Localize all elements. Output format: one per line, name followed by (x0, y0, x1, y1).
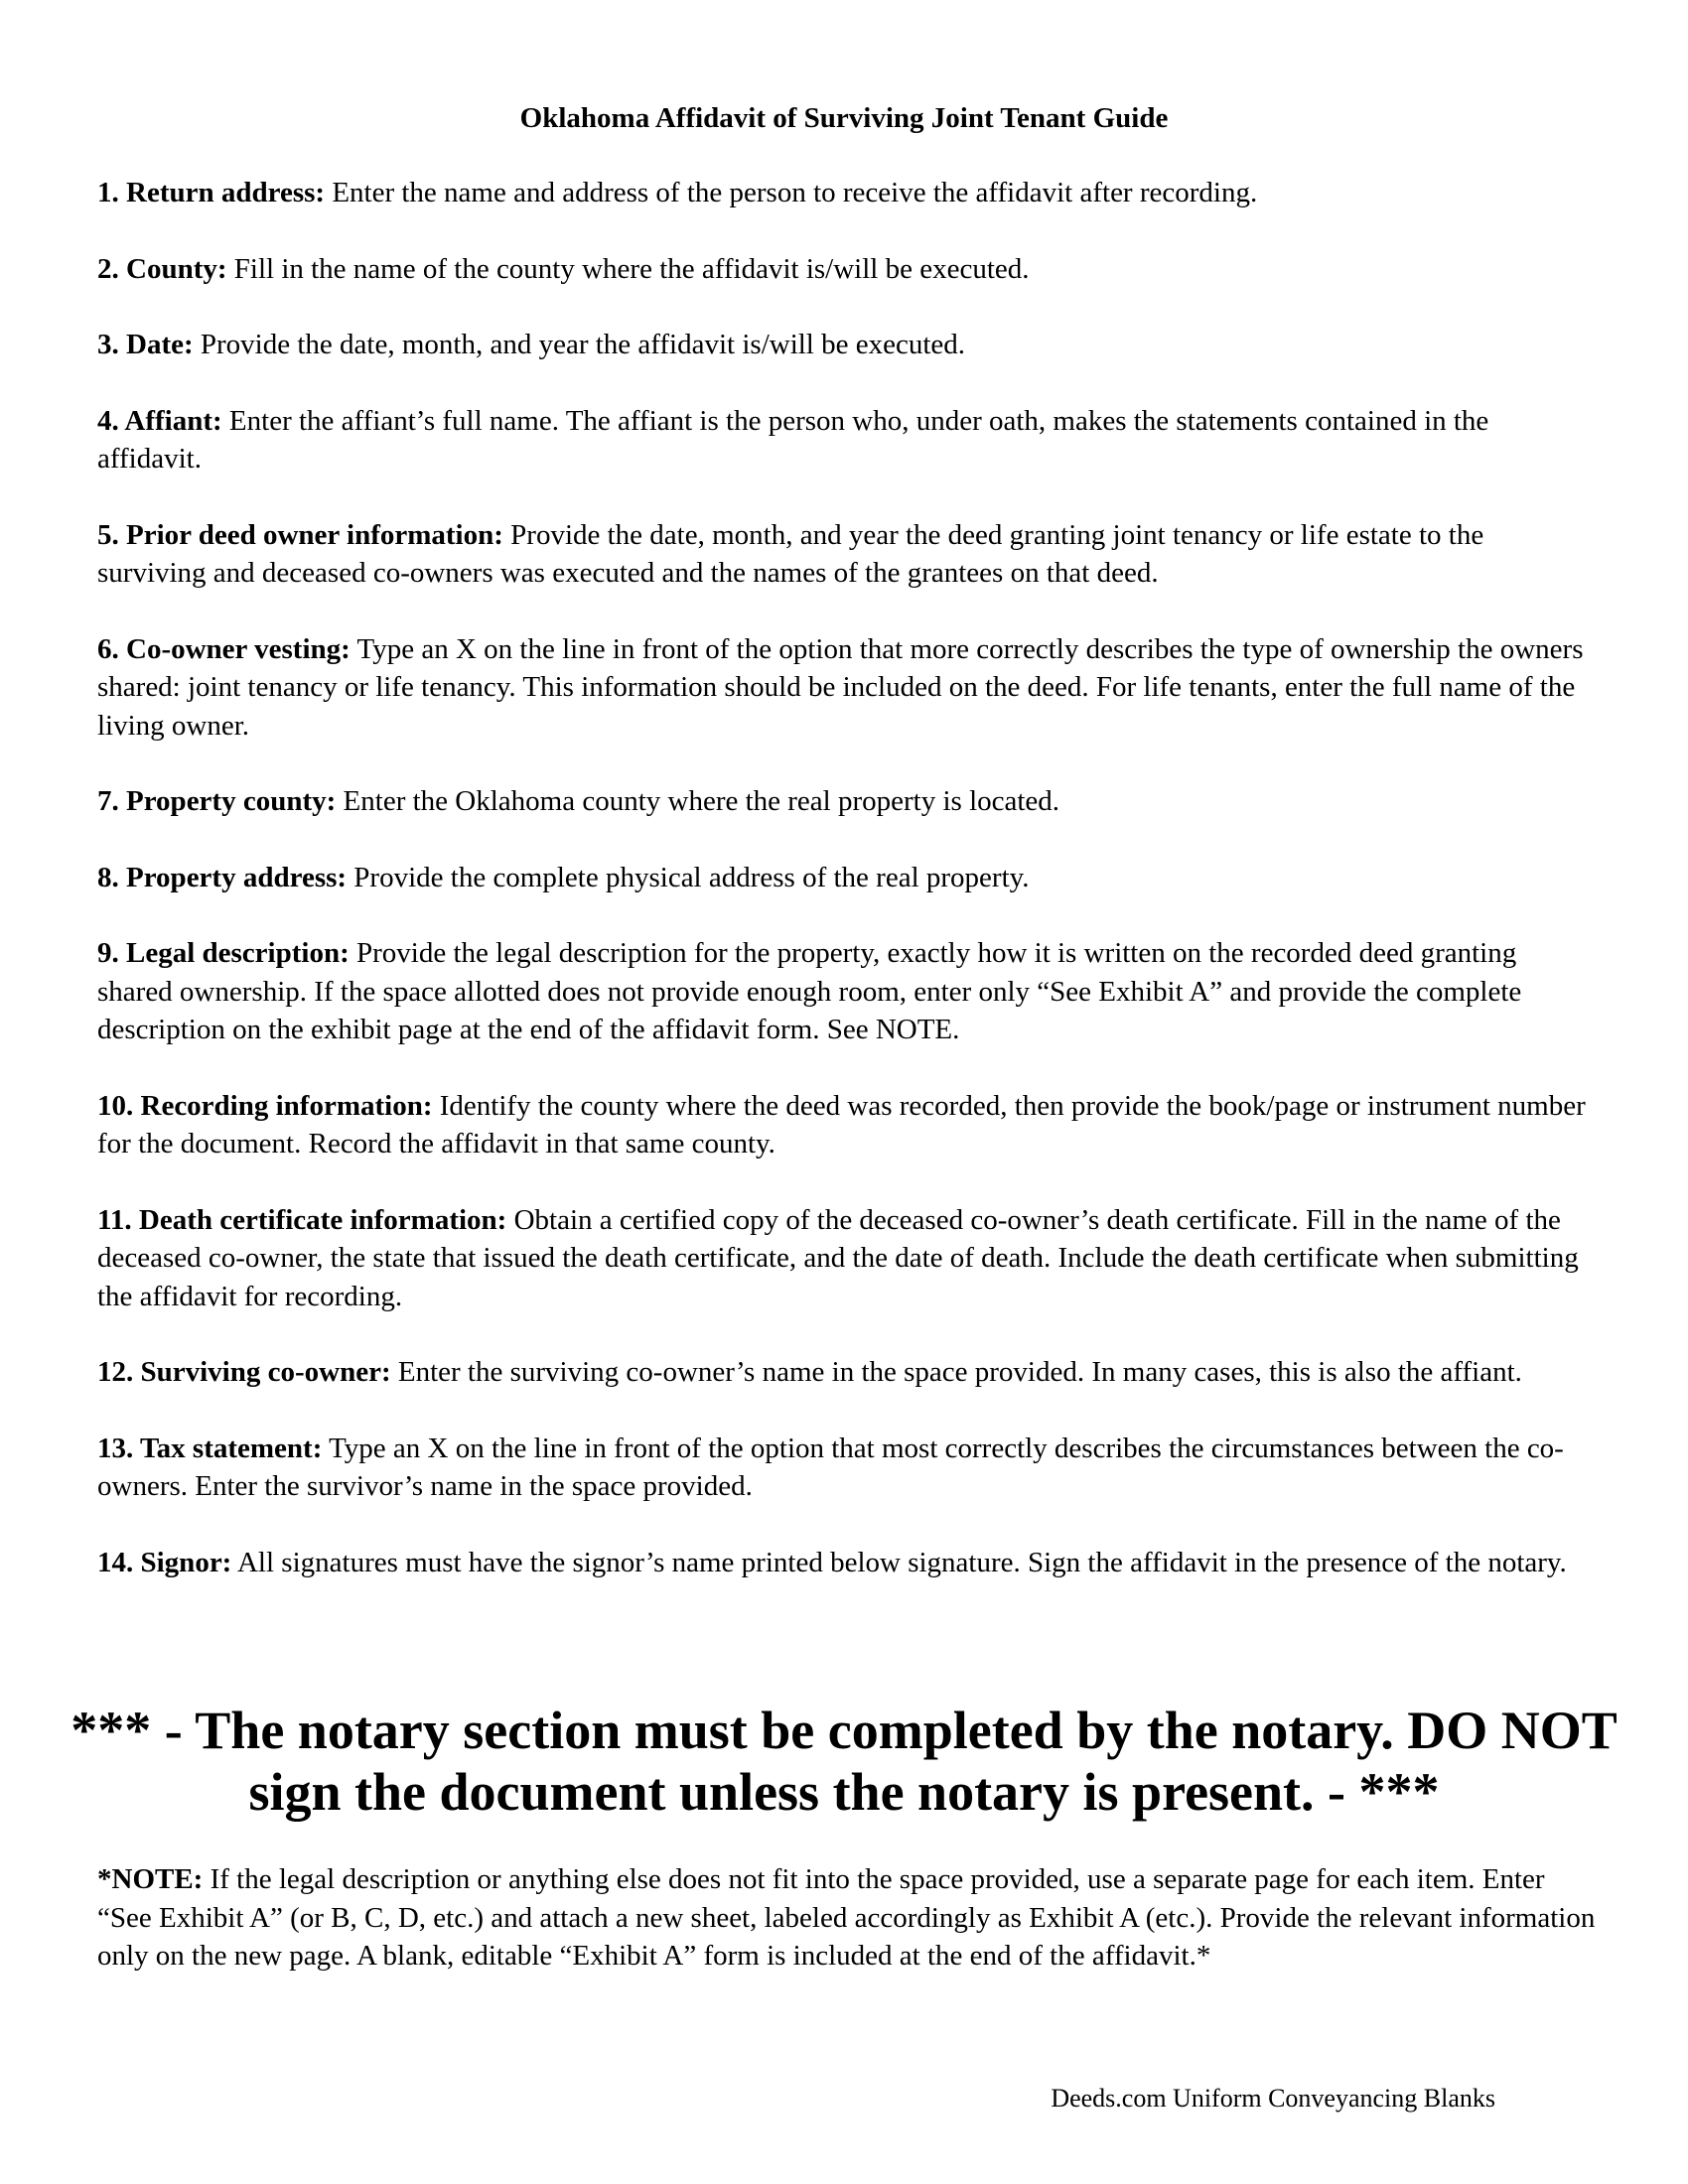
exhibit-note (97, 1860, 1597, 1976)
instruction-label: 6. Co-owner vesting: (97, 632, 351, 665)
instruction-item (97, 630, 1597, 746)
notary-warning: *** - The notary section must be completed by the notary. DO NOT sign the document unless the notary is present. - *** (70, 1701, 1618, 1822)
instruction-text: Fill in the name of the county where the affidavit is/will be executed. (226, 252, 1030, 285)
instruction-label: 3. Date: (97, 329, 194, 360)
instruction-text: Identify the county where the deed was recorded, then provide the book/page or instrument number for the document. Record the affidavit in that same county. (97, 1089, 1586, 1160)
instruction-label: 12. Surviving co-owner: (97, 1356, 391, 1388)
instruction-item (97, 250, 1597, 289)
instruction-label: 9. Legal description: (97, 937, 350, 969)
instruction-label: 13. Tax statement: (97, 1432, 323, 1464)
instruction-label: 4. Affiant: (97, 404, 222, 437)
instruction-label: 10. Recording information: (97, 1089, 433, 1122)
instruction-item (97, 1087, 1597, 1163)
note-text: If the legal description or anything else does not fit into the space provided, use a separate page for each item. Enter “See Exhibit A” (or B, C, D, etc.) and attach a new sheet, labeled accordingly as Exhibit A (etc.). Provide the relevant information only on the new page. A blank, editable “Exhibit A” form is included at the end of the affidavit.* (97, 1863, 1596, 1972)
instruction-text: Provide the date, month, and year the affidavit is/will be executed. (193, 329, 966, 360)
instruction-label: 5. Prior deed owner information: (97, 518, 503, 551)
instruction-item (97, 174, 1597, 212)
instruction-item (97, 516, 1597, 593)
instruction-text: Enter the Oklahoma county where the real property is located. (336, 785, 1060, 817)
instruction-text: All signatures must have the signor’s name printed below signature. Sign the affidavit in the presence of the notary. (231, 1546, 1567, 1578)
instruction-item (97, 1544, 1597, 1582)
instruction-text: Enter the affiant’s full name. The affiant is the person who, under oath, makes the statements contained in the affidavit. (97, 404, 1489, 475)
footer-text: Deeds.com Uniform Conveyancing Blanks (1051, 2084, 1495, 2113)
instruction-text: Enter the name and address of the person to receive the affidavit after recording. (325, 177, 1258, 208)
instruction-text: Enter the surviving co-owner’s name in the space provided. In many cases, this is also the affiant. (390, 1356, 1522, 1388)
instruction-text: Type an X on the line in front of the option that most correctly describes the circumstances between the co-owners. Enter the survivor’s name in the space provided. (97, 1432, 1564, 1502)
instruction-item (97, 326, 1597, 364)
instruction-label: 2. County: (97, 252, 227, 285)
instruction-item (97, 402, 1597, 478)
instruction-text: Type an X on the line in front of the option that more correctly describes the type of ownership the owners shared: joint tenancy or life tenancy. This information should be included on the deed. For life tenants, enter the full name of the living owner. (97, 632, 1584, 742)
instruction-label: 14. Signor: (97, 1546, 232, 1578)
instruction-text: Provide the legal description for the property, exactly how it is written on the recorded deed granting shared ownership. If the space allotted does not provide enough room, enter only “See Exhibit A” and provide the complete description on the exhibit page at the end of the affidavit form. See NOTE. (97, 937, 1522, 1045)
instruction-list (97, 174, 1597, 1619)
instruction-label: 8. Property address: (97, 861, 348, 893)
instruction-item (97, 1430, 1597, 1506)
instruction-item (97, 1201, 1597, 1316)
instruction-item (97, 1353, 1597, 1392)
note-label: *NOTE: (97, 1863, 204, 1895)
instruction-item (97, 934, 1597, 1049)
instruction-text: Provide the complete physical address of the real property. (347, 861, 1030, 893)
instruction-label: 7. Property county: (97, 785, 337, 817)
instruction-text: Provide the date, month, and year the deed granting joint tenancy or life estate to the surviving and deceased co-owners was executed and the names of the grantees on that deed. (97, 518, 1484, 589)
instruction-label: 11. Death certificate information: (97, 1203, 507, 1236)
instruction-item (97, 859, 1597, 897)
instruction-text: Obtain a certified copy of the deceased co-owner’s death certificate. Fill in the name of the deceased co-owner, the state that issued the death certificate, and the date of death. Include the death certificate when submitting the affidavit for recording. (97, 1203, 1579, 1312)
instruction-item (97, 782, 1597, 821)
instruction-label: 1. Return address: (97, 177, 326, 208)
document-title: Oklahoma Affidavit of Surviving Joint Tenant Guide (519, 102, 1169, 134)
